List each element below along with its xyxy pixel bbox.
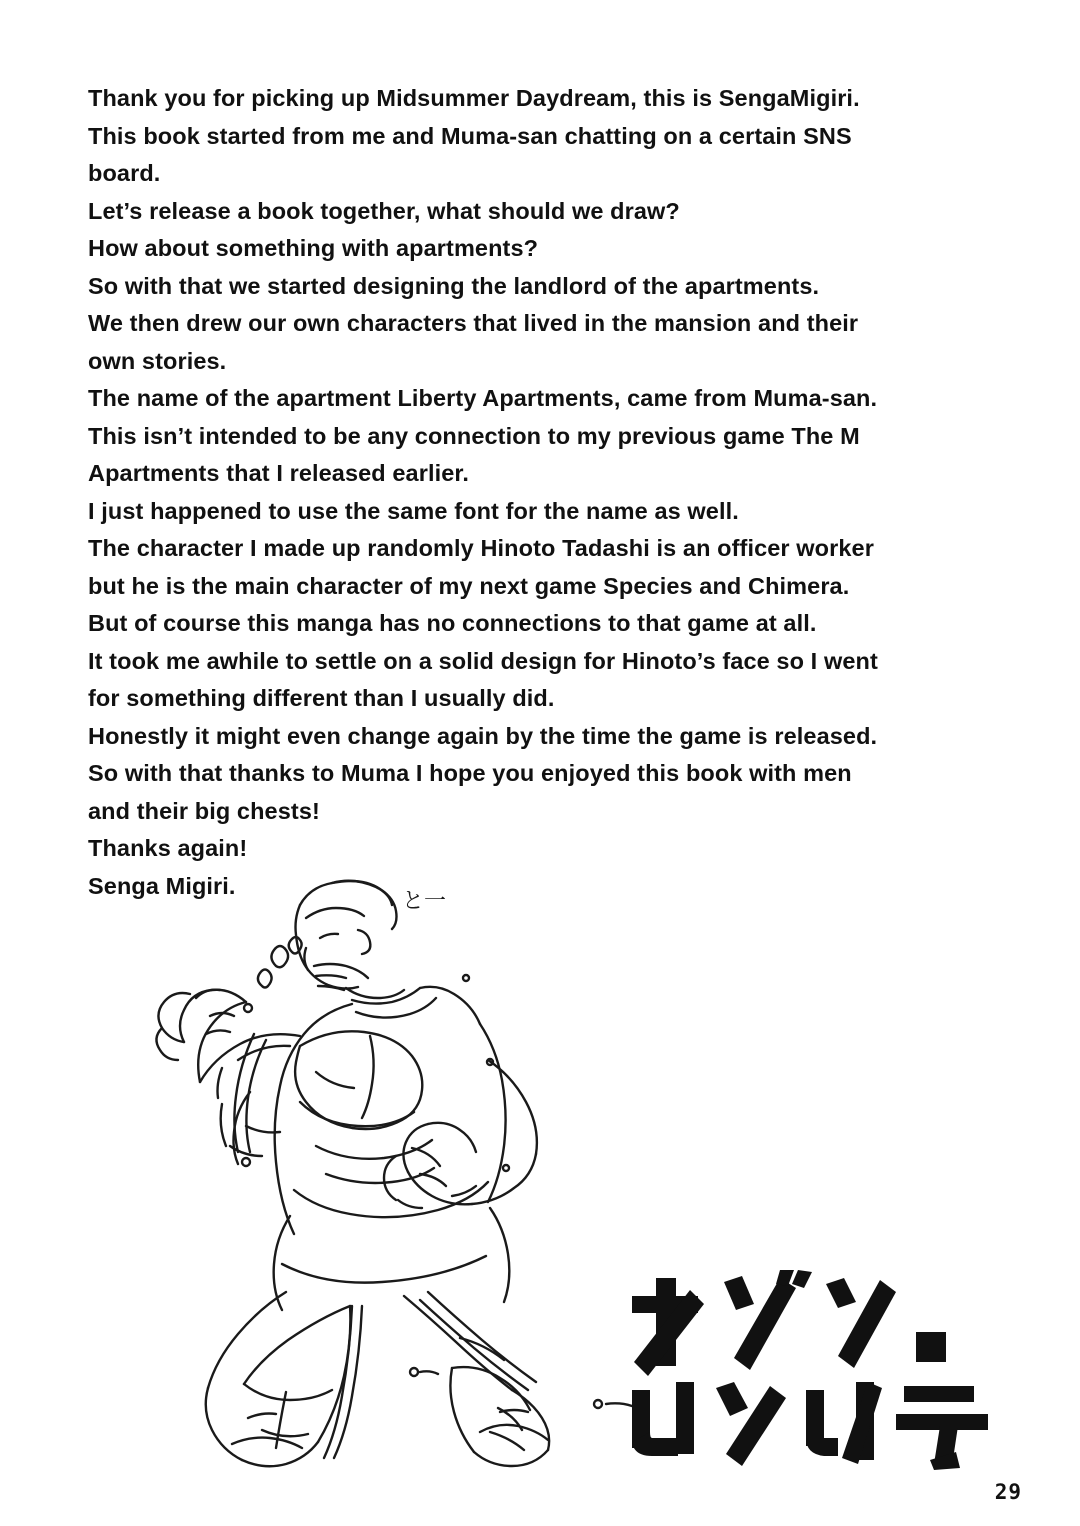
afterword-paragraph: Let’s release a book together, what should we draw? (88, 197, 680, 224)
afterword-paragraph: Thanks again! (88, 835, 248, 861)
afterword-paragraph: Thank you for picking up Midsummer Daydream, this is SengaMigiri. (88, 85, 860, 111)
sketch-annotation: と一 (402, 889, 447, 914)
afterword-paragraph: I just happened to use the same font for the name as well. (88, 497, 739, 524)
afterword-paragraph: It took me awhile to settle on a solid design for Hinoto’s face so I went for something different than I usually did. (88, 647, 878, 711)
afterword-paragraph: This book started from me and Muma-san chatting on a certain SNS board. (88, 122, 852, 186)
afterword-paragraph: So with that thanks to Muma I hope you enjoyed this book with men and their big chests! (88, 760, 852, 824)
afterword-paragraph: We then drew our own characters that lived in the mansion and their own stories. (88, 310, 859, 374)
afterword-paragraph: The name of the apartment Liberty Apartments, came from Muma-san. This isn’t intended to be any connection to my previous game The M Apartments that I released earlier. (88, 385, 878, 486)
afterword-paragraph: How about something with apartments? (88, 235, 539, 261)
page-number: 29 (994, 1480, 1022, 1504)
afterword-paragraph: The character I made up randomly Hinoto Tadashi is an officer worker but he is the main character of my next game Species and Chimera. But of course this manga has no connections to that game at all. (88, 535, 874, 636)
maison-liberte-logo (630, 1270, 1020, 1470)
afterword-paragraph: So with that we started designing the landlord of the apartments. (88, 272, 820, 299)
afterword-text-block (88, 80, 878, 905)
afterword-signature: Senga Migiri. (88, 872, 236, 899)
afterword-paragraph: Honestly it might even change again by the time the game is released. (88, 722, 878, 749)
